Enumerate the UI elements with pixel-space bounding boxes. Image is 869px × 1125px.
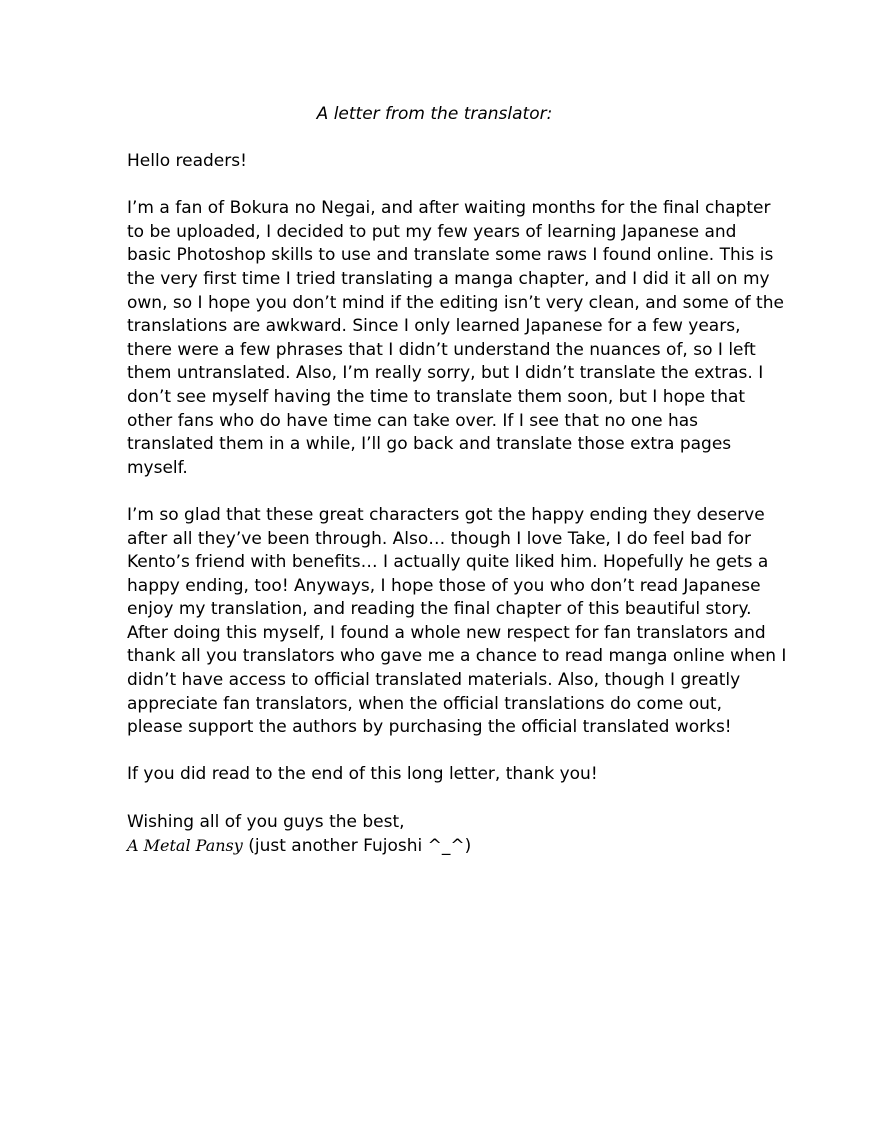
paragraph-line: I’m so glad that these great characters got the happy ending they deserve xyxy=(127,504,765,525)
paragraph-line: myself. xyxy=(127,457,188,478)
paragraph-line: translations are awkward. Since I only learned Japanese for a few years, xyxy=(127,316,741,337)
paragraph-line: appreciate fan translators, when the official translations do come out, xyxy=(127,693,722,714)
paragraph-2 xyxy=(127,504,787,740)
greeting: Hello readers! xyxy=(127,151,247,171)
paragraph-line: basic Photoshop skills to use and translate some raws I found online. This is xyxy=(127,245,774,266)
paragraph-line: happy ending, too! Anyways, I hope those of you who don’t read Japanese xyxy=(127,575,761,596)
signature xyxy=(127,834,767,859)
paragraph-line: enjoy my translation, and reading the final chapter of this beautiful story. xyxy=(127,599,752,620)
letter-body xyxy=(127,150,787,859)
paragraph-line: thank all you translators who gave me a chance to read manga online when I xyxy=(127,646,787,667)
letter-title: A letter from the translator: xyxy=(316,104,553,124)
paragraph-line: don’t see myself having the time to translate them soon, but I hope that xyxy=(127,386,746,407)
paragraph-line: there were a few phrases that I didn’t understand the nuances of, so I left xyxy=(127,339,756,360)
thanks-line: If you did read to the end of this long letter, thank you! xyxy=(127,764,598,785)
closing-line: Wishing all of you guys the best, xyxy=(127,811,405,832)
paragraph-line: Kento’s friend with benefits… I actually quite liked him. Hopefully he gets a xyxy=(127,552,769,573)
paragraph-line: After doing this myself, I found a whole new respect for fan translators and xyxy=(127,622,766,643)
paragraph-line: other fans who do have time can take over. If I see that no one has xyxy=(127,410,699,431)
paragraph-line: to be uploaded, I decided to put my few years of learning Japanese and xyxy=(127,221,737,242)
paragraph-line: them untranslated. Also, I’m really sorry, but I didn’t translate the extras. I xyxy=(127,363,764,384)
signature-name: A Metal Pansy xyxy=(127,836,243,856)
paragraph-line: own, so I hope you don’t mind if the editing isn’t very clean, and some of the xyxy=(127,292,784,313)
signature-suffix: (just another Fujoshi ^_^) xyxy=(242,836,472,857)
paragraph-line: I’m a fan of Bokura no Negai, and after waiting months for the final chapter xyxy=(127,198,771,219)
paragraph-line: translated them in a while, I’ll go back and translate those extra pages xyxy=(127,434,732,455)
paragraph-line: after all they’ve been through. Also… though I love Take, I do feel bad for xyxy=(127,528,752,549)
paragraph-line: please support the authors by purchasing the official translated works! xyxy=(127,717,732,738)
paragraph-1 xyxy=(127,197,784,480)
paragraph-line: the very first time I tried translating a manga chapter, and I did it all on my xyxy=(127,268,770,289)
paragraph-line: didn’t have access to official translated materials. Also, though I greatly xyxy=(127,670,741,691)
